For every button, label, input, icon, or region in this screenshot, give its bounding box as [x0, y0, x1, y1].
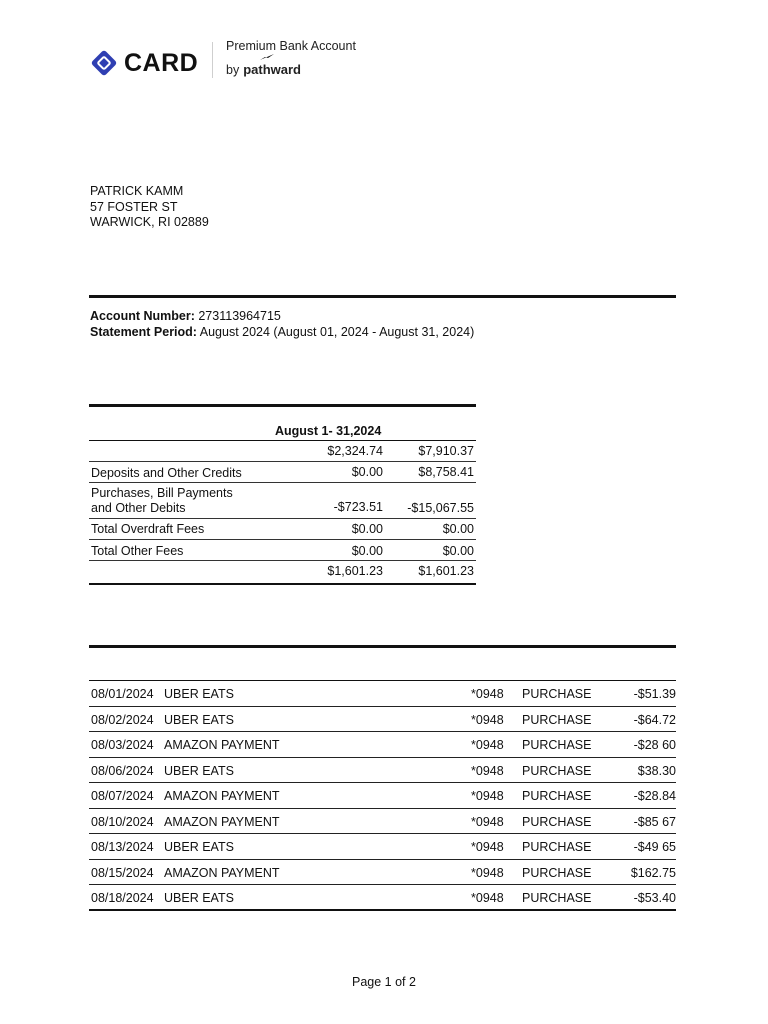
summary-header: [89, 407, 476, 441]
tx-amount: -$53.40: [633, 891, 676, 905]
logo-divider: [212, 42, 213, 78]
tx-date: 08/01/2024: [91, 687, 154, 701]
transactions-section-rule: [89, 645, 676, 648]
tx-card: *0948: [471, 789, 504, 803]
table-row: [89, 681, 676, 707]
tx-description: UBER EATS: [164, 712, 234, 727]
summary-value-period: $0.00: [351, 522, 383, 536]
product-name: Premium Bank Account: [226, 39, 356, 53]
table-row: [89, 707, 676, 733]
mailing-address: [90, 184, 209, 231]
account-number-label: Account Number:: [90, 309, 195, 323]
logo-wordmark: CARD: [124, 48, 199, 77]
tx-date: 08/13/2024: [91, 840, 154, 854]
summary-label: [89, 561, 289, 583]
tx-description: AMAZON PAYMENT: [164, 865, 280, 880]
summary-label: [89, 483, 289, 518]
statement-period: August 2024 (August 01, 2024 - August 31, 2024): [199, 325, 475, 339]
statement-period-line: [90, 324, 474, 340]
summary-label: [89, 441, 289, 461]
tx-date: 08/10/2024: [91, 814, 154, 829]
tx-description: AMAZON PAYMENT: [164, 814, 280, 829]
city-state-zip: WARWICK, RI 02889: [90, 215, 209, 229]
table-row: [89, 758, 676, 784]
table-row: [89, 885, 676, 909]
partner-name: [243, 62, 301, 77]
tx-amount: -$49 65: [633, 840, 676, 854]
summary-label: Deposits and Other Credits: [91, 466, 242, 480]
table-row: [89, 860, 676, 886]
diamond-logo-icon: [90, 49, 118, 77]
tx-type: PURCHASE: [522, 865, 592, 880]
summary-row: [89, 519, 476, 540]
tx-card: *0948: [471, 738, 504, 752]
tx-card: *0948: [471, 891, 504, 905]
table-row: [89, 809, 676, 835]
tx-description: AMAZON PAYMENT: [164, 789, 280, 803]
street-address: 57 FOSTER ST: [90, 199, 178, 214]
summary-label: Total Other Fees: [91, 544, 184, 558]
page-number: Page 1 of 2: [352, 975, 416, 989]
tx-description: AMAZON PAYMENT: [164, 738, 280, 752]
tx-description: UBER EATS: [164, 687, 234, 701]
tx-amount: $38.30: [637, 763, 676, 778]
tx-type: PURCHASE: [522, 891, 592, 905]
customer-name: PATRICK KAMM: [90, 184, 184, 198]
card-logo: [90, 46, 198, 80]
account-info: [90, 308, 474, 340]
tx-amount: -$28.84: [633, 789, 676, 803]
summary-value-ytd: -$15,067.55: [407, 501, 474, 515]
tx-amount: -$51.39: [633, 687, 676, 701]
tx-date: 08/15/2024: [91, 865, 154, 880]
account-section-rule: [89, 295, 676, 298]
tx-type: PURCHASE: [522, 687, 592, 701]
summary-row: [89, 561, 476, 583]
tx-card: *0948: [471, 763, 504, 778]
tx-card: *0948: [471, 687, 504, 701]
tx-type: PURCHASE: [522, 840, 592, 854]
tx-type: PURCHASE: [522, 738, 592, 752]
tx-description: UBER EATS: [164, 840, 234, 854]
partner-wordmark: pathward: [243, 62, 301, 77]
tx-description: UBER EATS: [164, 891, 234, 905]
tx-description: UBER EATS: [164, 763, 234, 778]
tx-amount: -$64.72: [633, 712, 676, 727]
summary-label: Total Overdraft Fees: [91, 522, 205, 536]
account-number: 273113964715: [198, 309, 281, 323]
tx-amount: -$85 67: [633, 814, 676, 829]
tx-date: 08/02/2024: [91, 712, 154, 727]
account-number-line: [90, 308, 474, 324]
summary-label-line2: and Other Debits: [91, 501, 186, 515]
transactions-table: [89, 680, 676, 911]
summary-value-ytd: $1,601.23: [418, 564, 474, 578]
summary-value-period: $0.00: [351, 544, 383, 558]
tx-card: *0948: [471, 865, 504, 880]
tx-card: *0948: [471, 840, 504, 854]
summary-row: [89, 540, 476, 561]
tx-type: PURCHASE: [522, 814, 592, 829]
summary-value-ytd: $8,758.41: [418, 465, 474, 479]
tx-date: 08/03/2024: [91, 738, 154, 752]
summary-value-ytd: $0.00: [442, 522, 474, 536]
summary-value-period: $2,324.74: [327, 444, 383, 458]
tx-card: *0948: [471, 712, 504, 727]
table-row: [89, 732, 676, 758]
summary-value-period: $1,601.23: [327, 564, 383, 578]
tx-amount: $162.75: [630, 865, 676, 880]
tx-card: *0948: [471, 814, 504, 829]
summary-period-header: August 1- 31,2024: [275, 424, 382, 438]
summary-row: [89, 441, 476, 462]
summary-value-period: -$723.51: [333, 500, 383, 514]
table-row: [89, 783, 676, 809]
summary-value-ytd: $7,910.37: [418, 444, 474, 458]
account-summary-table: [89, 404, 476, 585]
summary-row: [89, 462, 476, 483]
summary-value-period: $0.00: [351, 465, 383, 479]
table-row: [89, 834, 676, 860]
tx-date: 08/18/2024: [91, 891, 154, 905]
summary-label-line1: Purchases, Bill Payments: [91, 486, 233, 500]
tx-date: 08/06/2024: [91, 763, 154, 778]
tx-date: 08/07/2024: [91, 789, 154, 803]
by-prefix: by: [226, 63, 240, 77]
tx-amount: -$28 60: [633, 738, 676, 752]
summary-row: [89, 483, 476, 519]
tx-type: PURCHASE: [522, 763, 592, 778]
partner-line: [226, 62, 301, 77]
tx-type: PURCHASE: [522, 789, 592, 803]
bird-icon: [259, 53, 275, 61]
tx-type: PURCHASE: [522, 712, 592, 727]
summary-value-ytd: $0.00: [442, 544, 474, 558]
statement-period-label: Statement Period:: [90, 325, 197, 339]
